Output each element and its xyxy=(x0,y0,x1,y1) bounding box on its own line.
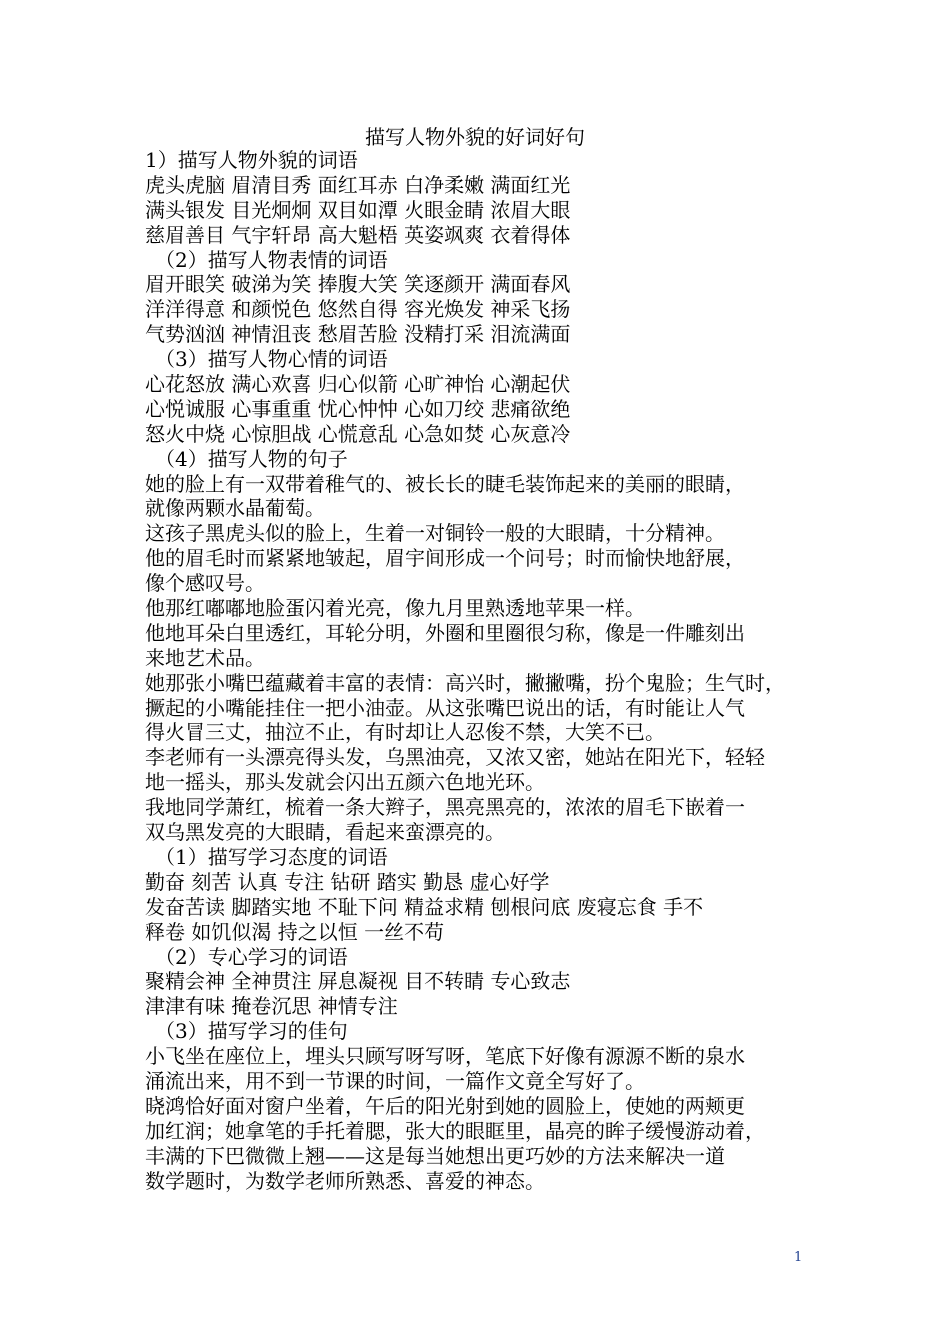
text-line: 慈眉善目 气宇轩昂 高大魁梧 英姿飒爽 衣着得体 xyxy=(145,222,571,247)
text-line: 晓鸿恰好面对窗户坐着，午后的阳光射到她的圆脸上，使她的两颊更 xyxy=(145,1093,745,1118)
text-line: 丰满的下巴微微上翘——这是每当她想出更巧妙的方法来解决一道 xyxy=(145,1143,725,1168)
text-line: 眉开眼笑 破涕为笑 捧腹大笑 笑逐颜开 满面春风 xyxy=(145,272,571,297)
text-line: 他的眉毛时而紧紧地皱起，眉宇间形成一个问号；时而愉快地舒展， xyxy=(145,546,745,571)
text-line: 怒火中烧 心惊胆战 心慌意乱 心急如焚 心灰意冷 xyxy=(145,421,571,446)
text-line: 像个感叹号。 xyxy=(145,571,265,596)
section-heading: （3）描写学习的佳句 xyxy=(155,1019,348,1044)
text-line: 就像两颗水晶葡萄。 xyxy=(145,496,325,521)
text-line: 数学题时，为数学老师所熟悉、喜爱的神态。 xyxy=(145,1168,545,1193)
document-body xyxy=(145,148,835,1193)
section-heading: （4）描写人物的句子 xyxy=(155,446,348,471)
text-line: 撅起的小嘴能挂住一把小油壶。从这张嘴巴说出的话，有时能让人气 xyxy=(145,695,745,720)
text-line: 她那张小嘴巴蕴藏着丰富的表情：高兴时，撇撇嘴，扮个鬼脸；生气时， xyxy=(145,670,785,695)
text-line: 她的脸上有一双带着稚气的、被长长的睫毛装饰起来的美丽的眼睛， xyxy=(145,471,745,496)
text-line: 心悦诚服 心事重重 忧心忡忡 心如刀绞 悲痛欲绝 xyxy=(145,396,571,421)
text-line: 发奋苦读 脚踏实地 不耻下问 精益求精 刨根问底 废寝忘食 手不 xyxy=(145,894,704,919)
page-title: 描写人物外貌的好词好句 xyxy=(365,125,585,149)
text-line: 气势汹汹 神情沮丧 愁眉苦脸 没精打采 泪流满面 xyxy=(145,322,571,347)
text-line: 涌流出来，用不到一节课的时间，一篇作文竟全写好了。 xyxy=(145,1068,645,1093)
text-line: 洋洋得意 和颜悦色 悠然自得 容光焕发 神采飞扬 xyxy=(145,297,571,322)
text-line: 虎头虎脑 眉清目秀 面红耳赤 白净柔嫩 满面红光 xyxy=(145,172,571,197)
text-line: 心花怒放 满心欢喜 归心似箭 心旷神怡 心潮起伏 xyxy=(145,372,571,397)
text-line: 津津有味 掩卷沉思 神情专注 xyxy=(145,994,398,1019)
text-line: 加红润；她拿笔的手托着腮，张大的眼眶里，晶亮的眸子缓慢游动着， xyxy=(145,1118,765,1143)
text-line: 地一摇头，那头发就会闪出五颜六色地光环。 xyxy=(145,770,545,795)
text-line: 勤奋 刻苦 认真 专注 钻研 踏实 勤恳 虚心好学 xyxy=(145,869,550,894)
text-line: 聚精会神 全神贯注 屏息凝视 目不转睛 专心致志 xyxy=(145,969,571,994)
section-heading: （3）描写人物心情的词语 xyxy=(155,347,388,372)
page-number: 1 xyxy=(794,1250,803,1265)
text-line: 得火冒三丈，抽泣不止，有时却让人忍俊不禁，大笑不已。 xyxy=(145,720,665,745)
section-heading: （1）描写学习态度的词语 xyxy=(155,844,388,869)
text-line: 这孩子黑虎头似的脸上，生着一对铜铃一般的大眼睛，十分精神。 xyxy=(145,521,725,546)
section-heading: （2）描写人物表情的词语 xyxy=(155,247,388,272)
text-line: 他那红嘟嘟地脸蛋闪着光亮，像九月里熟透地苹果一样。 xyxy=(145,596,645,621)
text-line: 李老师有一头漂亮得头发，乌黑油亮，又浓又密，她站在阳光下，轻轻 xyxy=(145,745,765,770)
text-line: 双乌黑发亮的大眼睛，看起来蛮漂亮的。 xyxy=(145,820,505,845)
text-line: 小飞坐在座位上，埋头只顾写呀写呀，笔底下好像有源源不断的泉水 xyxy=(145,1044,745,1069)
text-line: 我地同学萧红，梳着一条大辫子，黑亮黑亮的，浓浓的眉毛下嵌着一 xyxy=(145,795,745,820)
text-line: 释卷 如饥似渴 持之以恒 一丝不苟 xyxy=(145,919,445,944)
text-line: 来地艺术品。 xyxy=(145,645,265,670)
section-heading: （2）专心学习的词语 xyxy=(155,944,348,969)
text-line: 他地耳朵白里透红，耳轮分明，外圈和里圈很匀称，像是一件雕刻出 xyxy=(145,620,745,645)
text-line: 1）描写人物外貌的词语 xyxy=(145,148,358,172)
text-line: 满头银发 目光炯炯 双目如潭 火眼金睛 浓眉大眼 xyxy=(145,197,571,222)
